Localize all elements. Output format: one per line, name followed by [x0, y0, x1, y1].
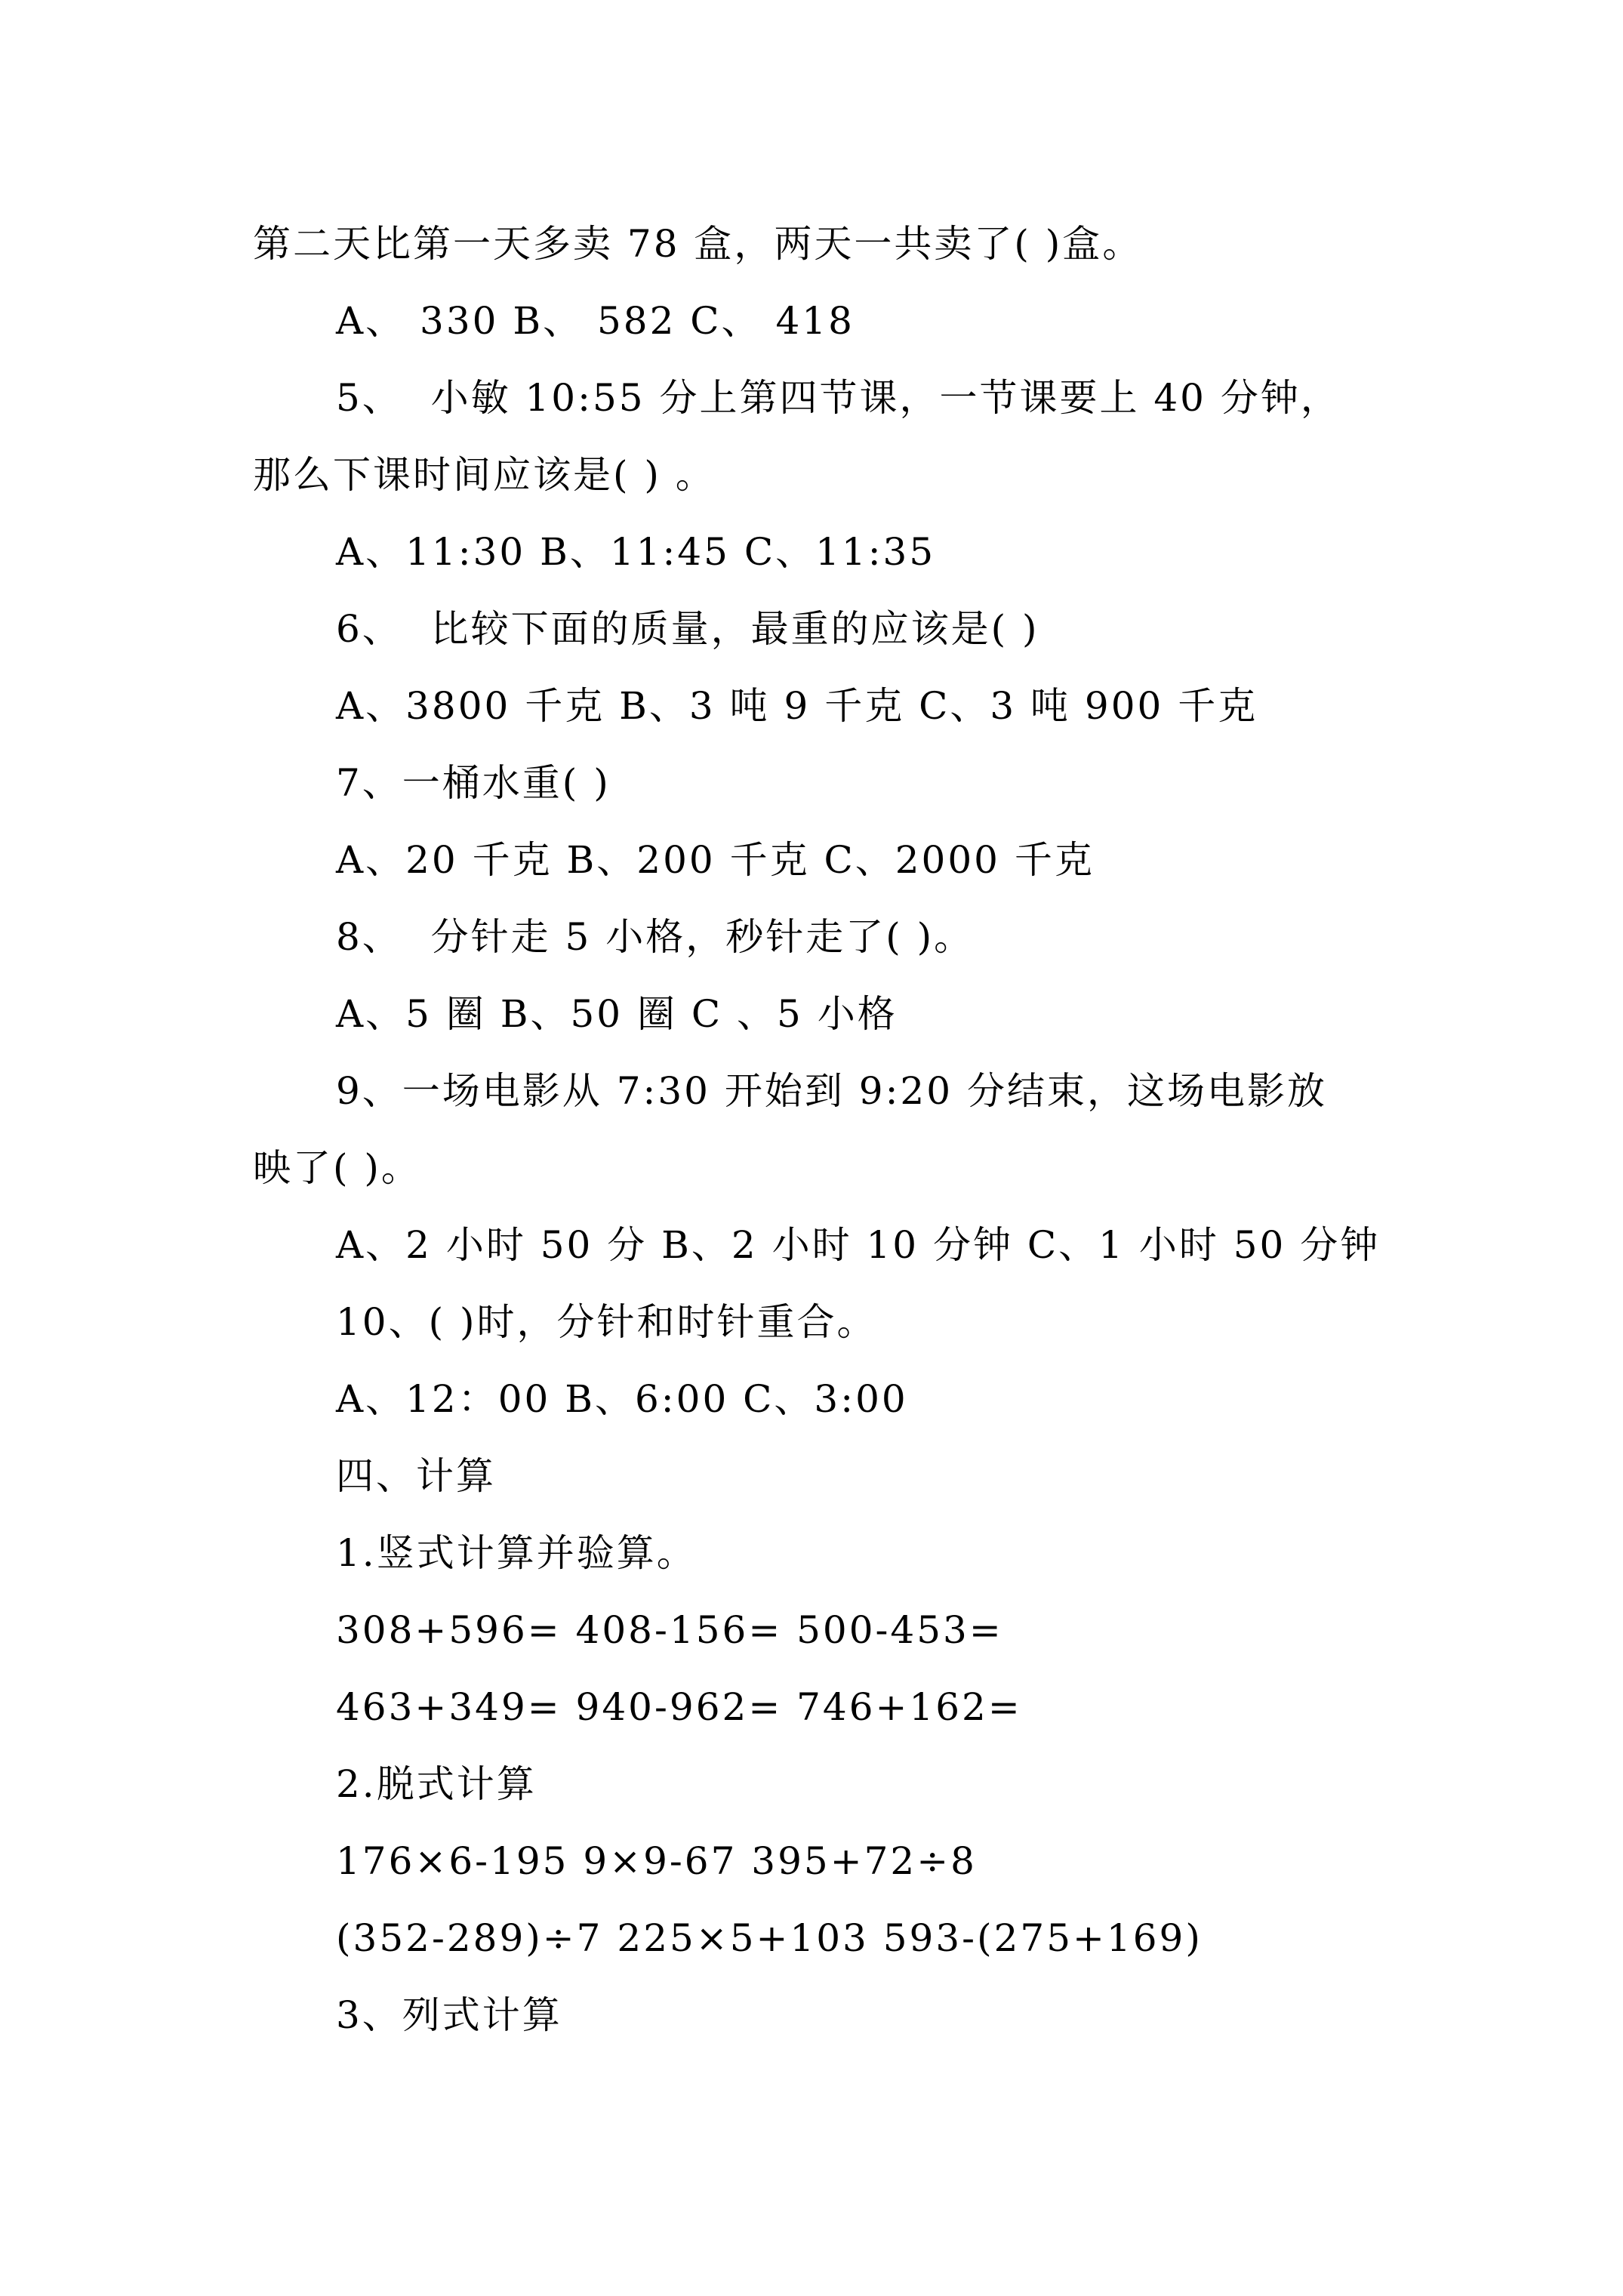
text-line: A、2 小时 50 分 B、2 小时 10 分钟 C、1 小时 50 分钟 — [336, 1223, 1381, 1267]
text-line: 第二天比第一天多卖 78 盒，两天一共卖了( )盒。 — [253, 222, 1143, 266]
text-line: A、 330 B、 582 C、 418 — [336, 299, 855, 343]
text-line: A、5 圈 B、50 圈 C 、5 小格 — [336, 992, 898, 1036]
text-line: A、3800 千克 B、3 吨 9 千克 C、3 吨 900 千克 — [336, 684, 1258, 728]
text-line: 6、 比较下面的质量，最重的应该是( ) — [336, 607, 1039, 651]
text-line: 308+596= 408-156= 500-453= — [336, 1608, 1003, 1652]
text-line: 那么下课时间应该是( ) 。 — [253, 453, 716, 497]
text-line: A、20 千克 B、200 千克 C、2000 千克 — [336, 838, 1095, 882]
text-line: 2.脱式计算 — [336, 1762, 537, 1806]
text-line: 5、 小敏 10:55 分上第四节课，一节课要上 40 分钟， — [336, 376, 1341, 420]
text-line: A、11:30 B、11:45 C、11:35 — [336, 530, 936, 574]
text-line: 1.竖式计算并验算。 — [336, 1531, 697, 1575]
text-line: 3、列式计算 — [336, 1993, 562, 2037]
text-line: 176×6-195 9×9-67 395+72÷8 — [336, 1839, 977, 1883]
section-heading: 四、计算 — [336, 1454, 496, 1498]
text-line: (352-289)÷7 225×5+103 593-(275+169) — [336, 1916, 1203, 1960]
text-line: A、12：00 B、6:00 C、3:00 — [336, 1377, 908, 1421]
text-line: 映了( )。 — [253, 1146, 421, 1190]
text-line: 9、一场电影从 7:30 开始到 9:20 分结束，这场电影放 — [336, 1069, 1327, 1113]
text-line: 7、一桶水重( ) — [336, 761, 611, 805]
text-line: 8、 分针走 5 小格，秒针走了( )。 — [336, 915, 975, 959]
text-line: 463+349= 940-962= 746+162= — [336, 1685, 1022, 1729]
text-line: 10、( )时，分针和时针重合。 — [336, 1300, 877, 1344]
